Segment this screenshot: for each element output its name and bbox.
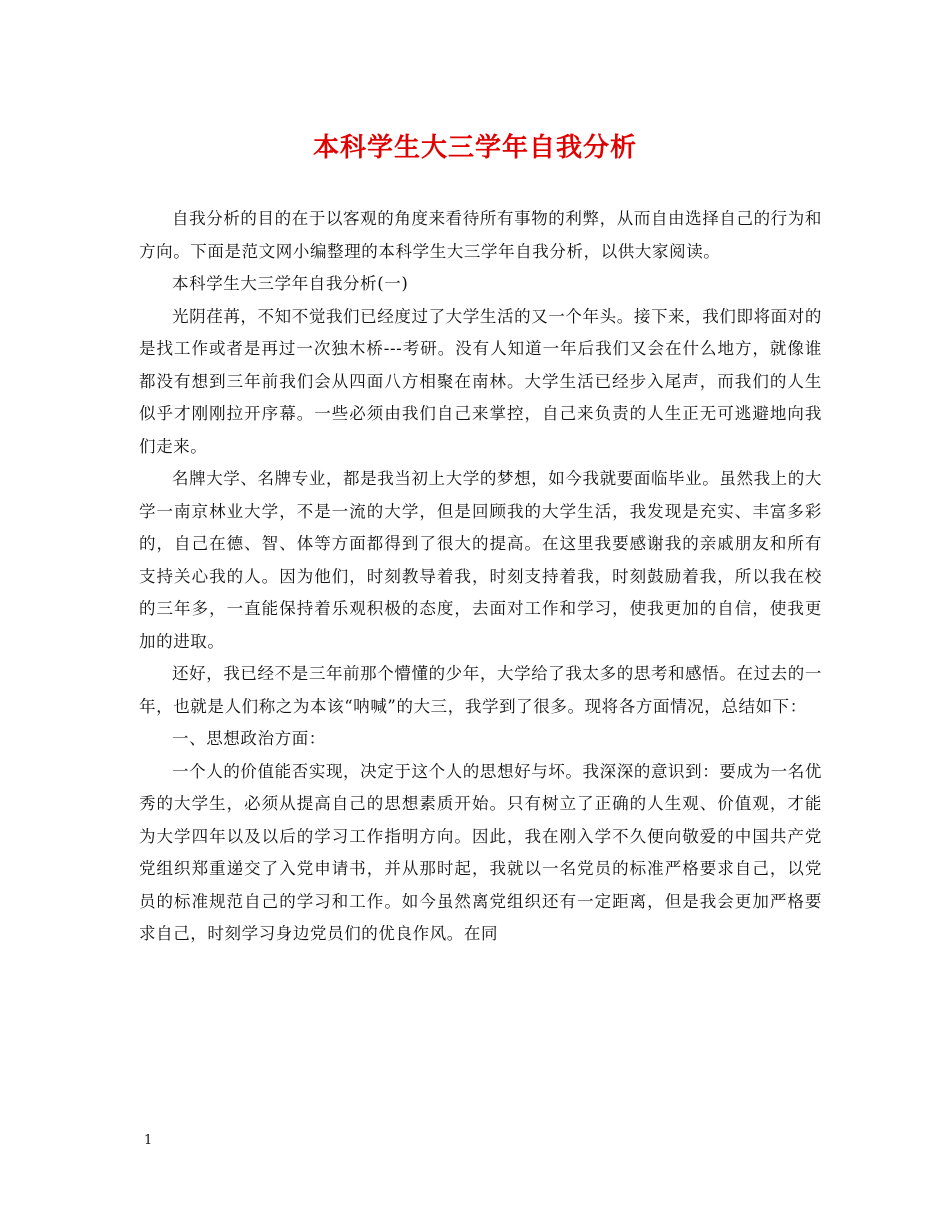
body-paragraph: 名牌大学、名牌专业，都是我当初上大学的梦想，如今我就要面临毕业。虽然我上的大学一南京林业大学，不是一流的大学，但是回顾我的大学生活，我发现是充实、丰富多彩的，自己在德、智、体等方面都得到了很大的提高。在这里我要感谢我的亲戚朋友和所有支持关心我的人。因为他们，时刻教导着我，时刻支持着我，时刻鼓励着我，所以我在校的三年多，一直能保持着乐观积极的态度，去面对工作和学习，使我更加的自信，使我更加的进取。 [139,469,822,651]
document-body [139,203,822,951]
page-number: 1 [144,1133,153,1148]
body-paragraph: 一个人的价值能否实现，决定于这个人的思想好与坏。我深深的意识到：要成为一名优秀的大学生，必须从提高自己的思想素质开始。只有树立了正确的人生观、价值观，才能为大学四年以及以后的学习工作指明方向。因此，我在刚入学不久便向敬爱的中国共产党党组织郑重递交了入党申请书，并从那时起，我就以一名党员的标准严格要求自己，以党员的标准规范自己的学习和工作。如今虽然离党组织还有一定距离，但是我会更加严格要求自己，时刻学习身边党员们的优良作风。在同 [139,761,822,943]
body-paragraph: 光阴荏苒，不知不觉我们已经度过了大学生活的又一个年头。接下来，我们即将面对的是找工作或者是再过一次独木桥---考研。没有人知道一年后我们又会在什么地方，就像谁都没有想到三年前我们会从四面八方相聚在南林。大学生活已经步入尾声，而我们的人生似乎才刚刚拉开序幕。一些必须由我们自己来掌控，自己来负责的人生正无可逃避地向我们走来。 [139,306,822,456]
body-paragraph: 还好，我已经不是三年前那个懵懂的少年，大学给了我太多的思考和感悟。在过去的一年，也就是人们称之为本该“呐喊”的大三，我学到了很多。现将各方面情况，总结如下： [139,664,822,716]
section-heading: 本科学生大三学年自我分析(一) [172,274,409,293]
document-title: 本科学生大三学年自我分析 [312,133,637,163]
intro-paragraph: 自我分析的目的在于以客观的角度来看待所有事物的利弊，从而自由选择自己的行为和方向。下面是范文网小编整理的本科学生大三学年自我分析，以供大家阅读。 [139,209,822,261]
subsection-heading: 一、思想政治方面： [172,729,326,748]
